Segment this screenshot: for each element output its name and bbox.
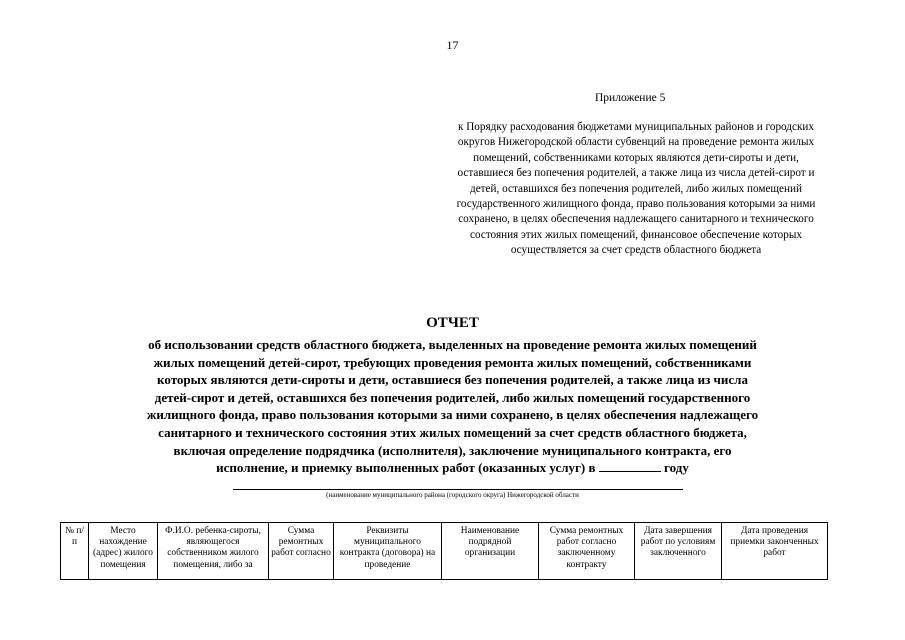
region-caption: (наименование муниципального района (городского округа) Нижегородской области — [326, 491, 579, 499]
subtitle-last-line — [40, 459, 865, 477]
appendix-line: состояния этих жилых помещений, финансовое обеспечение которых — [470, 228, 802, 241]
appendix-line: к Порядку расходования бюджетами муниципальных районов и городских — [458, 121, 814, 133]
table-header-cell: Дата проведения приемки законченных работ — [722, 523, 828, 580]
page-number: 17 — [446, 38, 459, 52]
subtitle-line: жилищного фонда, право пользования которыми за ними сохранено, в целях обеспечения надлежащего — [146, 407, 759, 423]
table-header-cell: Ф.И.О. ребенка-сироты, являющегося собственником жилого помещения, либо за — [158, 523, 269, 580]
appendix-line: детей, оставшихся без попечения родителей, либо жилых помещений — [470, 182, 802, 195]
subtitle-line: жилых помещений детей-сирот, требующих проведения ремонта жилых помещений, собственниками — [153, 354, 752, 370]
table-header-cell: Сумма ремонтных работ согласно заключенному контракту — [539, 523, 635, 580]
subtitle-line: которых являются дети-сироты и дети, оставшиеся без попечения родителей, а также лица из числа — [157, 372, 748, 388]
region-name-field-line[interactable] — [233, 489, 683, 490]
report-table — [60, 522, 828, 580]
subtitle-line-suffix: году — [664, 460, 689, 476]
subtitle-line: детей-сирот и детей, оставшихся без попечения родителей, либо жилых помещений государственного — [154, 389, 751, 405]
appendix-text — [420, 120, 852, 259]
table-header-cell: Наименование подрядной организации — [442, 523, 539, 580]
table-header-row — [61, 523, 828, 580]
appendix-line: округов Нижегородской области субвенций на проведение ремонта жилых — [457, 136, 815, 149]
table-header-cell: Сумма ремонтных работ согласно — [269, 523, 334, 580]
appendix-title: Приложение 5 — [595, 92, 666, 104]
appendix-line: оставшиеся без попечения родителей, а также лица из числа детей-сирот и — [457, 167, 815, 180]
subtitle-line-prefix: исполнение, и приемку выполненных работ (оказанных услуг) в — [216, 460, 596, 476]
table-header-cell: № п/п — [61, 523, 89, 580]
appendix-line: помещений, собственниками которых являются дети-сироты и дети, — [473, 151, 799, 164]
appendix-line: осуществляется за счет средств областного бюджета — [510, 244, 762, 257]
table-header-cell: Дата завершения работ по условиям заключенного — [635, 523, 722, 580]
year-blank-field[interactable] — [599, 459, 661, 472]
report-subtitle — [40, 336, 865, 477]
table-header-cell: Место нахождение (адрес) жилого помещения — [89, 523, 158, 580]
subtitle-line: санитарного и технического состояния этих жилых помещений за счет средств областного бюджета, — [158, 424, 747, 440]
subtitle-line: включая определение подрядчика (исполнителя), заключение муниципального контракта, его — [173, 442, 732, 458]
subtitle-line: об использовании средств областного бюджета, выделенных на проведение ремонта жилых помещений — [148, 337, 757, 352]
appendix-line: сохранено, в целях обеспечения надлежащего санитарного и технического — [458, 213, 814, 226]
table-header-cell: Реквизиты муниципального контракта (договора) на проведение — [334, 523, 442, 580]
report-heading: ОТЧЕТ — [426, 315, 479, 331]
appendix-line: государственного жилищного фонда, право пользования которыми за ними — [456, 198, 816, 211]
